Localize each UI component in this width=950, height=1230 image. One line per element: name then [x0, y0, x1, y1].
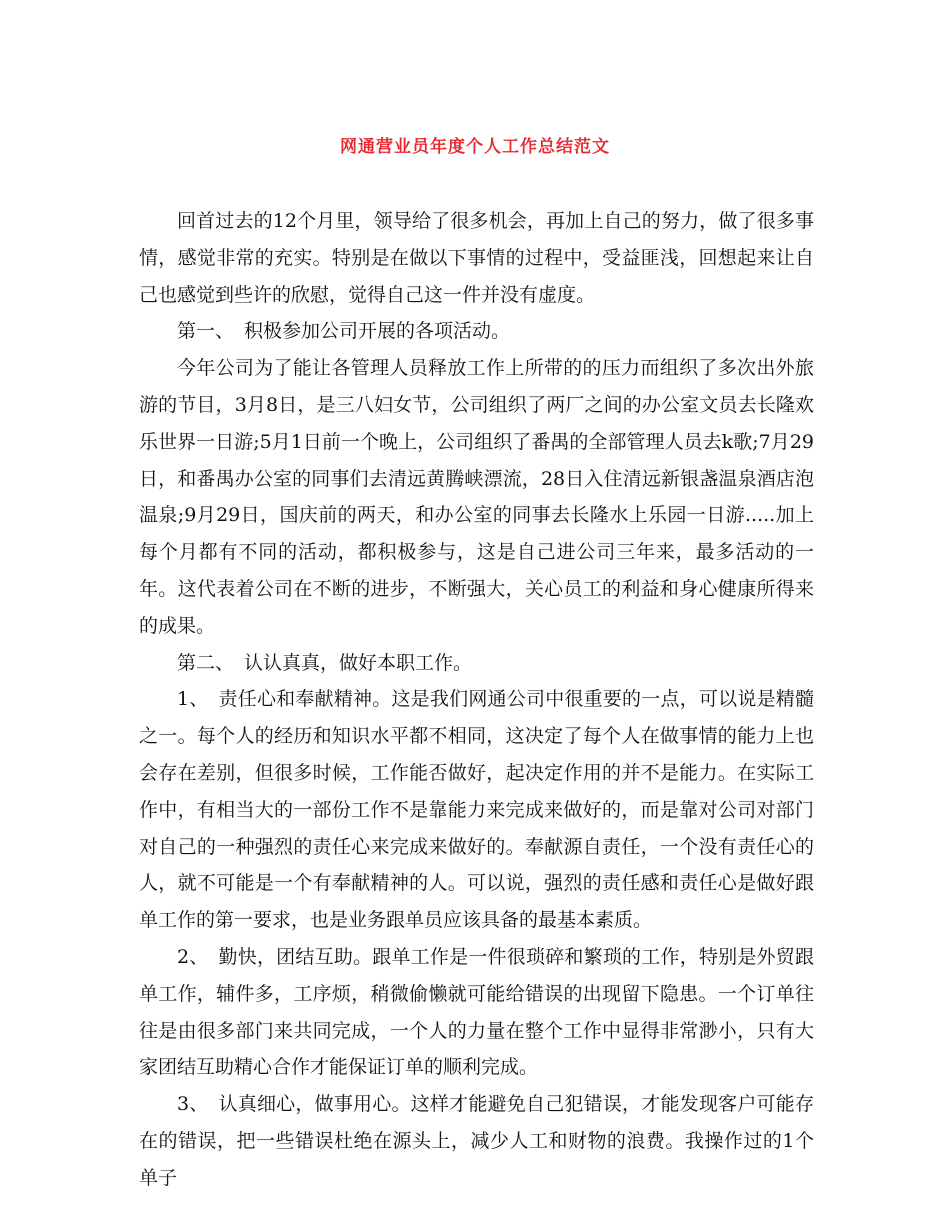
section-heading-text: 积极参加公司开展的各项活动。	[244, 320, 511, 343]
document-title: 网通营业员年度个人工作总结范文	[340, 137, 610, 157]
item-number: 1、	[177, 688, 209, 711]
paragraph-intro	[139, 203, 814, 313]
paragraph-item-2	[139, 939, 814, 1086]
paragraph-text: 回首过去的12个月里，领导给了很多机会，再加上自己的努力，做了很多事情，感觉非常的充实。特别是在做以下事情的过程中，受益匪浅，回想起来让自己也感觉到些许的欣慰，觉得自己这一件并没有虚度。	[139, 210, 814, 306]
section-number: 第二、	[177, 651, 235, 674]
section-heading-first	[139, 313, 814, 350]
paragraph-item-1	[139, 681, 814, 939]
paragraph-text: 责任心和奉献精神。这是我们网通公司中很重要的一点，可以说是精髓之一。每个人的经历和知识水平都不相同，这决定了每个人在做事情的能力上也会存在差别，但很多时候，工作能否做好，起决定作用的并不是能力。在实际工作中，有相当大的一部份工作不是靠能力来完成来做好的，而是靠对公司对部门对自己的一种强烈的责任心来完成来做好的。奉献源自责任，一个没有责任心的人，就不可能是一个有奉献精神的人。可以说，强烈的责任感和责任心是做好跟单工作的第一要求，也是业务跟单员应该具备的最基本素质。	[139, 688, 814, 932]
document-body	[139, 203, 814, 1197]
item-number: 3、	[177, 1093, 209, 1116]
section-number: 第一、	[177, 320, 235, 343]
item-number: 2、	[177, 945, 209, 968]
paragraph-activities	[139, 350, 814, 644]
paragraph-item-3	[139, 1086, 814, 1196]
paragraph-text: 今年公司为了能让各管理人员释放工作上所带的的压力而组织了多次出外旅游的节目，3月8日，是三八妇女节，公司组织了两厂之间的办公室文员去长隆欢乐世界一日游;5月1日前一个晚上，公司组织了番禺的全部管理人员去k歌;7月29日，和番禺办公室的同事们去清远黄腾峡漂流，28日入住清远新银盏温泉酒店泡温泉;9月29日，国庆前的两天，和办公室的同事去长隆水上乐园一日游.....加上每个月都有不同的活动，都积极参与，这是自己进公司三年来，最多活动的一年。这代表着公司在不断的进步，不断强大，关心员工的利益和身心健康所得来的成果。	[139, 357, 814, 637]
section-heading-text: 认认真真，做好本职工作。	[244, 651, 473, 674]
paragraph-text: 认真细心，做事用心。这样才能避免自己犯错误，才能发现客户可能存在的错误，把一些错误杜绝在源头上，减少人工和财物的浪费。我操作过的1个单子	[139, 1093, 814, 1189]
paragraph-text: 勤快，团结互助。跟单工作是一件很琐碎和繁琐的工作，特别是外贸跟单工作，辅件多，工序烦，稍微偷懒就可能给错误的出现留下隐患。一个订单往往是由很多部门来共同完成，一个人的力量在整个工作中显得非常渺小，只有大家团结互助精心合作才能保证订单的顺利完成。	[139, 945, 814, 1079]
section-heading-second	[139, 645, 814, 682]
